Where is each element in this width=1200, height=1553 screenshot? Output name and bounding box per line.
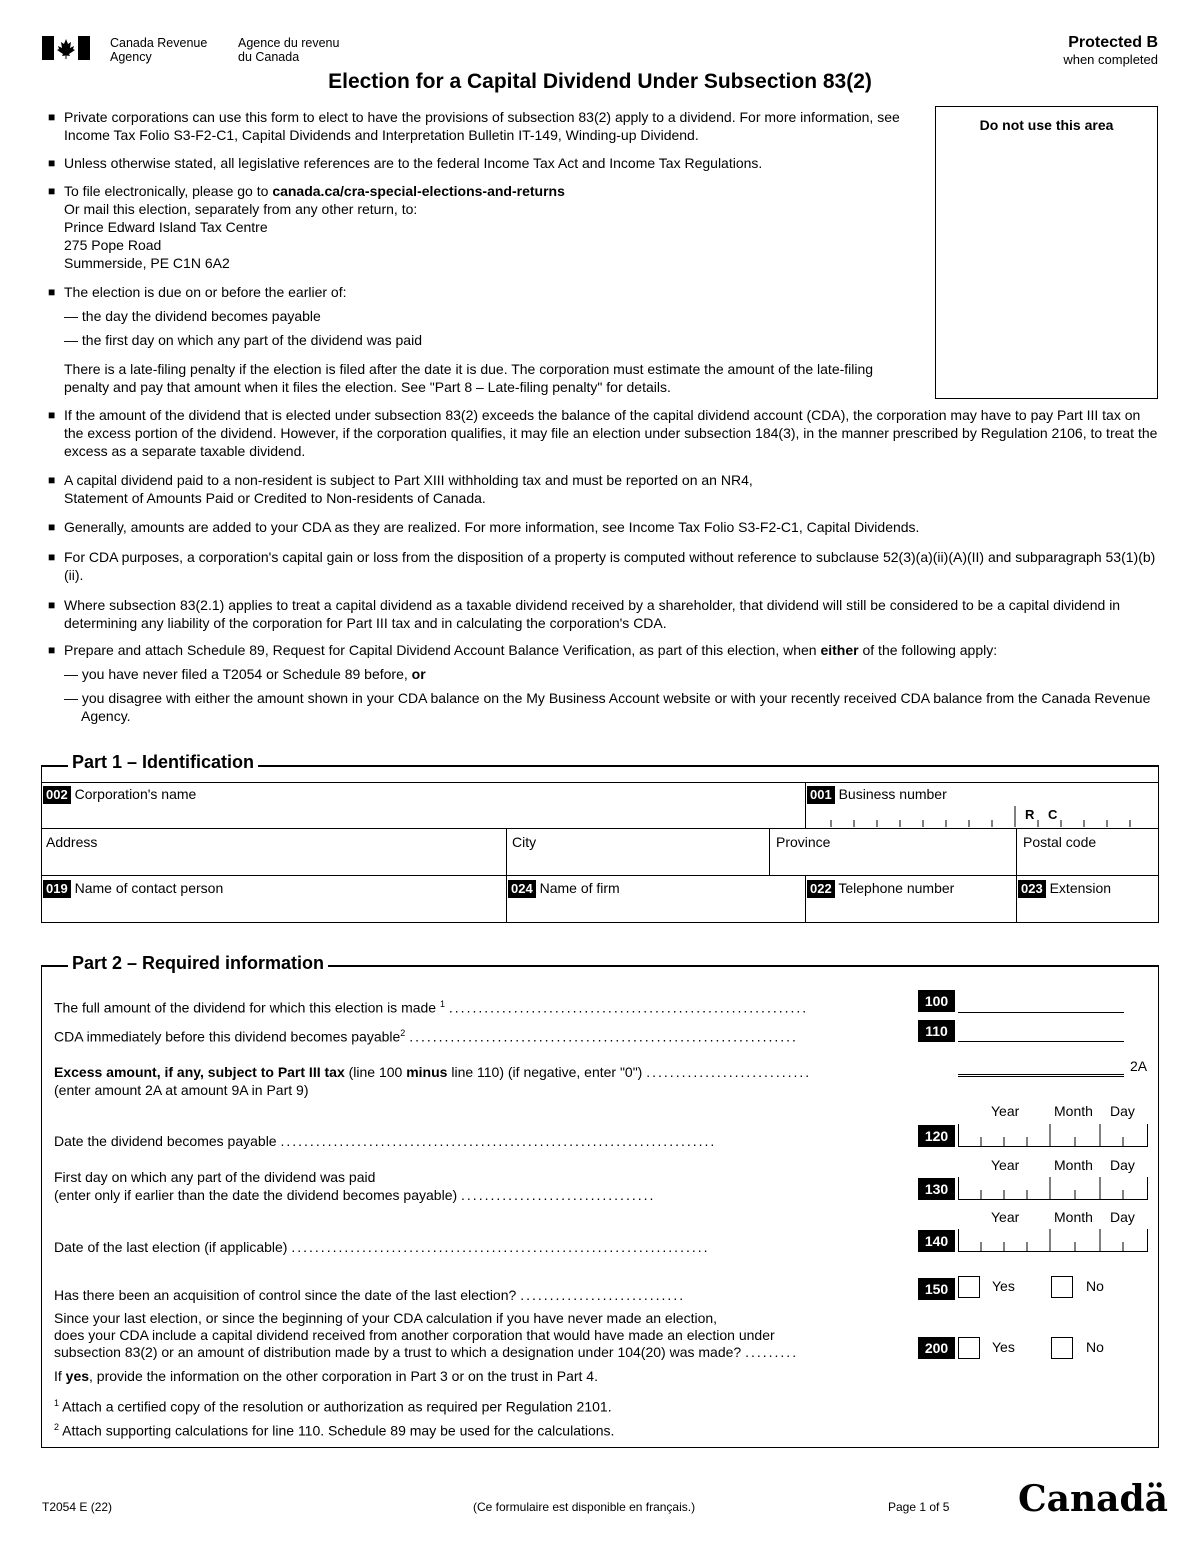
- line-200-yes-checkbox[interactable]: [958, 1337, 980, 1359]
- efile-link[interactable]: canada.ca/cra-special-elections-and-returns: [272, 183, 565, 199]
- line-150-code: 150: [918, 1278, 955, 1300]
- list-item: ■ Where subsection 83(2.1) applies to treat a capital dividend as a taxable dividend received by a shareholder, that dividend will still be considered to be a capital dividend in determining any liability of the corporation for Part III tax and in calculating the corporation's CDA.: [48, 597, 1121, 631]
- protected-label: Protected B when completed: [1063, 34, 1158, 67]
- list-item: ■ Private corporations can use this form to elect to have the provisions of subsection 83(2) apply to a dividend. For more information, see Income Tax Folio S3-F2-C1, Capital Dividends and Interpretation Bulletin IT-149, Winding-up Dividend.: [48, 109, 900, 143]
- line-2a-output: [958, 1060, 1124, 1077]
- line-130-label: First day on which any part of the dividend was paid (enter only if earlier than the date the dividend becomes payable) .................................: [54, 1169, 656, 1203]
- line-140-date-input[interactable]: [958, 1229, 1148, 1252]
- month-label: Month: [1054, 1103, 1093, 1119]
- day-label: Day: [1110, 1209, 1135, 1225]
- no-label: No: [1086, 1278, 1104, 1294]
- canada-wordmark: Canadä: [1018, 1478, 1168, 1520]
- telephone-field[interactable]: 022 Telephone number: [807, 880, 954, 898]
- line-110-label: CDA immediately before this dividend becomes payable$^2$ ..................................................................: [54, 1028, 798, 1045]
- list-item: ■ For CDA purposes, a corporation's capital gain or loss from the disposition of a property is computed without reference to subclause 52(3)(a)(ii)(A)(II) and subparagraph 53(1)(b)(ii).: [48, 549, 1156, 583]
- month-label: Month: [1054, 1209, 1093, 1225]
- line-120-label: Date the dividend becomes payable ..........................................................................: [54, 1133, 717, 1149]
- page-number: Page 1 of 5: [888, 1500, 950, 1514]
- excess-amount-label: Excess amount, if any, subject to Part III tax (line 100 minus line 110) (if negative, enter "0") ............................ (enter amount 2A at amount 9A in Part 9): [54, 1064, 812, 1098]
- corporation-name-field[interactable]: 002 Corporation's name: [43, 786, 196, 804]
- dept-name-fr: Agence du revenu du Canada: [238, 36, 340, 64]
- line-140-label: Date of the last election (if applicable) .......................................................................: [54, 1239, 710, 1255]
- line-110-code: 110: [918, 1020, 955, 1042]
- list-item: ■ A capital dividend paid to a non-resident is subject to Part XIII withholding tax and must be reported on an NR4, Statement of Amounts Paid or Credited to Non-residents of Canada.: [48, 472, 753, 506]
- postal-code-field[interactable]: Postal code: [1023, 834, 1097, 850]
- line-100-label: The full amount of the dividend for which this election is made $^1$ .............................................................: [54, 999, 809, 1016]
- french-availability: (Ce formulaire est disponible en français.): [473, 1500, 696, 1514]
- list-item: ■ To file electronically, please go to canada.ca/cra-special-elections-and-returns Or mail this election, separately from any other return, to: Prince Edward Island Tax Centre 275 Pope Road Summerside, PE C1N 6A2: [48, 183, 565, 271]
- line-150-yes-checkbox[interactable]: [958, 1276, 980, 1298]
- line-150-no-checkbox[interactable]: [1051, 1276, 1073, 1298]
- line-200-no-checkbox[interactable]: [1051, 1337, 1073, 1359]
- province-field[interactable]: Province: [776, 834, 831, 850]
- yes-label: Yes: [992, 1278, 1015, 1294]
- address-field[interactable]: Address: [46, 834, 98, 850]
- business-number-field[interactable]: 001 Business number: [807, 786, 947, 804]
- footnote-1: $^1$ Attach a certified copy of the resolution or authorization as required per Regulation 2101.: [54, 1398, 612, 1415]
- extension-field[interactable]: 023 Extension: [1018, 880, 1111, 898]
- list-item: ■ If the amount of the dividend that is elected under subsection 83(2) exceeds the balance of the capital dividend account (CDA), the corporation may have to pay Part III tax on the excess portion of the dividend. However, if the corporation qualifies, it may file an election under subsection 184(3), in the manner prescribed by Regulation 2106, to treat the excess as a separate taxable dividend.: [48, 407, 1158, 459]
- footnote-2: $^2$ Attach supporting calculations for line 110. Schedule 89 may be used for the calculations.: [54, 1422, 615, 1439]
- line-2a-label: 2A: [1130, 1058, 1148, 1074]
- do-not-use-area: Do not use this area: [935, 106, 1158, 399]
- dept-name-en: Canada Revenue Agency: [110, 36, 208, 64]
- line-200-label: Since your last election, or since the beginning of your CDA calculation if you have never made an election, does your CDA include a capital dividend received from another corporation that would have made an election under subsection 83(2) or an amount of distribution made by a trust to which a designation under 104(20) was made? .........: [54, 1310, 799, 1360]
- line-100-input[interactable]: [958, 995, 1124, 1013]
- business-number-boxes: [820, 806, 1150, 828]
- no-label: No: [1086, 1339, 1104, 1355]
- line-110-input[interactable]: [958, 1024, 1124, 1042]
- line-140-code: 140: [918, 1230, 955, 1252]
- line-130-date-input[interactable]: [958, 1177, 1148, 1200]
- line-100-code: 100: [918, 990, 955, 1012]
- rc-r: R: [1025, 807, 1035, 822]
- contact-name-field[interactable]: 019 Name of contact person: [43, 880, 223, 898]
- firm-name-field[interactable]: 024 Name of firm: [508, 880, 620, 898]
- line-120-date-input[interactable]: [958, 1124, 1148, 1147]
- canada-flag-icon: [42, 36, 90, 60]
- line-120-code: 120: [918, 1125, 955, 1147]
- yes-label: Yes: [992, 1339, 1015, 1355]
- year-label: Year: [991, 1103, 1020, 1119]
- year-label: Year: [991, 1157, 1020, 1173]
- part2-title: Part 2 – Required information: [68, 953, 328, 974]
- day-label: Day: [1110, 1157, 1135, 1173]
- list-item: ■ The election is due on or before the earlier of: — the day the dividend becomes payable — the first day on which any part of the dividend was paid There is a late-filing penalty if the election is filed after the date it is due. The corporation must estimate the amount of the late-filing penalty and pay that amount when it files the election. See "Part 8 – Late-filing penalty" for details.: [48, 284, 874, 395]
- list-item: ■ Prepare and attach Schedule 89, Request for Capital Dividend Account Balance Verification, as part of this election, when either of the following apply: — you have never filed a T2054 or Schedule 89 before, or — you disagree with either the amount shown in your CDA balance on the My Business Account website or with your recently received CDA balance from the Canada Revenue Agency.: [48, 642, 1151, 724]
- line-130-code: 130: [918, 1178, 955, 1200]
- list-item: ■ Generally, amounts are added to your CDA as they are realized. For more information, see Income Tax Folio S3-F2-C1, Capital Dividends.: [48, 519, 920, 535]
- part1-title: Part 1 – Identification: [68, 752, 258, 773]
- line-150-label: Has there been an acquisition of control since the date of the last election? ............................: [54, 1287, 686, 1303]
- list-item: ■ Unless otherwise stated, all legislative references are to the federal Income Tax Act and Income Tax Regulations.: [48, 155, 763, 171]
- month-label: Month: [1054, 1157, 1093, 1173]
- rc-c: C: [1048, 807, 1058, 822]
- page-title: Election for a Capital Dividend Under Subsection 83(2): [328, 70, 872, 93]
- line-200-code: 200: [918, 1337, 955, 1359]
- day-label: Day: [1110, 1103, 1135, 1119]
- year-label: Year: [991, 1209, 1020, 1225]
- if-yes-note: If yes, provide the information on the other corporation in Part 3 or on the trust in Part 4.: [54, 1368, 598, 1384]
- city-field[interactable]: City: [512, 834, 537, 850]
- form-id: T2054 E (22): [42, 1500, 113, 1514]
